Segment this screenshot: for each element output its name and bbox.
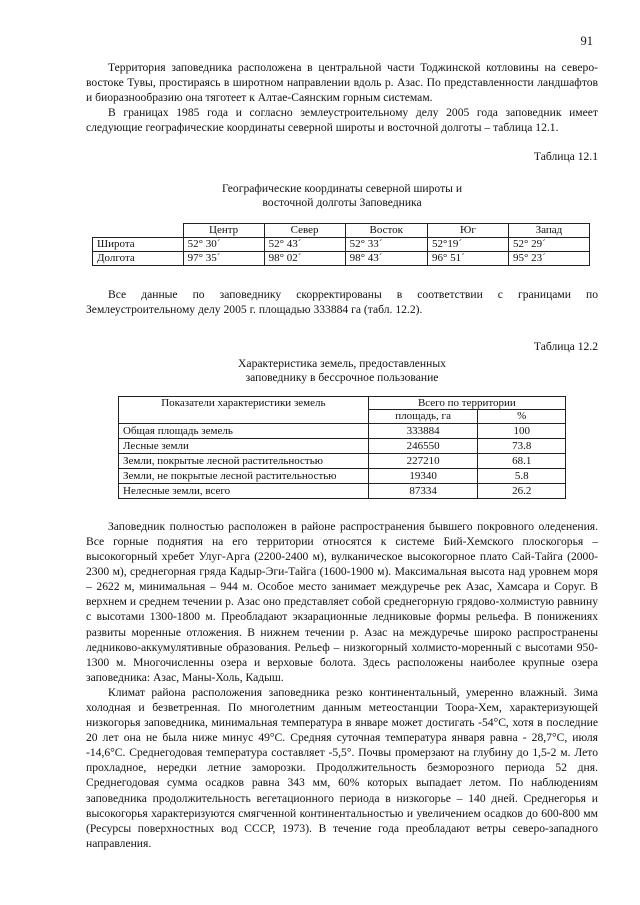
table-row: [119, 423, 566, 438]
table-1-caption: [86, 182, 598, 211]
table-row-latitude: [93, 237, 590, 251]
table-1-caption-line-1: Географические координаты северной широты и: [221, 181, 463, 195]
land-row-percent: 68.1: [478, 453, 566, 468]
land-header-indicator: Показатели характеристики земель: [119, 396, 369, 423]
coordinates-cell: 97° 35´: [183, 251, 264, 265]
coordinates-header-north: Север: [264, 223, 345, 237]
paragraph-intro-2: В границах 1985 года и согласно землеустроительному делу 2005 года заповедник имеет следующие географические координаты северной широты и восточной долготы – таблица 12.1.: [86, 106, 598, 135]
coordinates-row-label: Широта: [93, 237, 184, 251]
land-row-area: 333884: [368, 423, 478, 438]
coordinates-corner-cell: [93, 223, 184, 237]
land-row-area: 87334: [368, 483, 478, 498]
coordinates-header-south: Юг: [427, 223, 508, 237]
coordinates-cell: 52° 43´: [264, 237, 345, 251]
coordinates-header-center: Центр: [183, 223, 264, 237]
table-1-caption-line-2: восточной долготы Заповедника: [262, 196, 422, 210]
page-content: [86, 60, 598, 851]
page-number: 91: [580, 34, 593, 48]
land-table: [118, 396, 566, 499]
coordinates-header-row: [93, 223, 590, 237]
paragraph-relief: Заповедник полностью расположен в районе распространения бывшего покровного оледенения. Все горные поднятия на его территории относятся к системе Бий-Хемского плоскогорья – высокогорный хребет Улуг-Арга (2200-2400 м), вулканическое высокогорное плато Сай-Тайга (2000-2300 м), среднегорная гряда Кадыр-Эги-Тайга (1600-1900 м). Максимальная высота над уровнем моря – 2622 м, минимальная – 944 м. Особое место занимает междуречье рек Азас, Хамсара и Соруг. В верхнем и среднем течении р. Азас оно представляет собой среднегорную грядово-холмистую равнину с высотами 1300-1800 м. Преобладают экзарационные ледниковые формы рельефа. В понижениях развиты моренные отложения. В нижнем течении р. Азас на междуречье широко распространены ледниково-аккумулятивные образования. Рельеф – низкогорный холмисто-моренный с высотами 950-1300 м. Многочисленны озера и верховые болота. Здесь расположены наиболее крупные озера заповедника: Азас, Маны-Холь, Кадыш.: [86, 519, 598, 684]
land-header-row-1: [119, 396, 566, 410]
land-header-percent: %: [478, 410, 566, 424]
table-row: [119, 468, 566, 483]
table-2-caption: [86, 357, 598, 386]
coordinates-cell: 52° 33´: [345, 237, 427, 251]
table-row: [119, 483, 566, 498]
coordinates-cell: 52° 30´: [183, 237, 264, 251]
land-header-total: Всего по территории: [368, 396, 565, 410]
coordinates-cell: 95° 23´: [508, 251, 589, 265]
coordinates-cell: 98° 43´: [345, 251, 427, 265]
land-row-percent: 26.2: [478, 483, 566, 498]
table-row-longitude: [93, 251, 590, 265]
coordinates-table: [92, 223, 590, 266]
land-row-name: Земли, покрытые лесной растительностью: [119, 453, 369, 468]
coordinates-header-west: Запад: [508, 223, 589, 237]
land-row-name: Нелесные земли, всего: [119, 483, 369, 498]
land-row-name: Общая площадь земель: [119, 423, 369, 438]
table-2-caption-line-1: Характеристика земель, предоставленных: [238, 356, 446, 370]
coordinates-cell: 52° 29´: [508, 237, 589, 251]
land-row-area: 19340: [368, 468, 478, 483]
table-row: [119, 453, 566, 468]
coordinates-cell: 98° 02´: [264, 251, 345, 265]
table-2-label: Таблица 12.2: [533, 339, 598, 353]
paragraph-climate: Климат района расположения заповедника резко континентальный, умеренно влажный. Зима холодная и безветренная. По многолетним данным метеостанции Тоора-Хем, характеризующей низкогорья заповедника, минимальная температура в январе может достигать -54°С, хотя в последние 20 лет она не была ниже минус 49°С. Средняя суточная температура января равна - 28,7°С, июля -14,6°С. Среднегодовая температура составляет -5,5°. Почвы промерзают на глубину до 1,5-2 м. Лето прохладное, нередки летние заморозки. Продолжительность безморозного периода 52 дня. Среднегодовая сумма осадков равна 343 мм, 60% которых выпадает летом. По наблюдениям заповедника продолжительность вегетационного периода в низкогорье – 140 дней. Среднегорья и высокогорья характеризуются смягченной континентальностью и увеличением осадков до 600-800 мм (Ресурсы поверхностных вод СССР, 1973). В течение года преобладают ветры северо-западного направления.: [86, 685, 598, 850]
coordinates-header-east: Восток: [345, 223, 427, 237]
table-row: [119, 438, 566, 453]
land-row-percent: 100: [478, 423, 566, 438]
land-row-name: Земли, не покрытые лесной растительностью: [119, 468, 369, 483]
paragraph-adjustment: Все данные по заповеднику скорректированы в соответствии с границами по Землеустроительному делу 2005 г. площадью 333884 га (табл. 12.2).: [86, 287, 598, 316]
land-row-percent: 5.8: [478, 468, 566, 483]
coordinates-row-label: Долгота: [93, 251, 184, 265]
land-row-name: Лесные земли: [119, 438, 369, 453]
land-row-area: 246550: [368, 438, 478, 453]
coordinates-cell: 52°19´: [427, 237, 508, 251]
land-row-area: 227210: [368, 453, 478, 468]
land-header-area: площадь, га: [368, 410, 478, 424]
table-1-label: Таблица 12.1: [533, 150, 598, 164]
table-2-caption-line-2: заповеднику в бессрочное пользование: [245, 371, 439, 385]
coordinates-cell: 96° 51´: [427, 251, 508, 265]
paragraph-intro-1: Территория заповедника расположена в центральной части Тоджинской котловины на северо-востоке Тувы, простираясь в широтном направлении вдоль р. Азас. По представленности ландшафтов и биоразнообразию она тяготеет к Алтае-Саянским горным системам.: [86, 61, 598, 105]
land-row-percent: 73.8: [478, 438, 566, 453]
